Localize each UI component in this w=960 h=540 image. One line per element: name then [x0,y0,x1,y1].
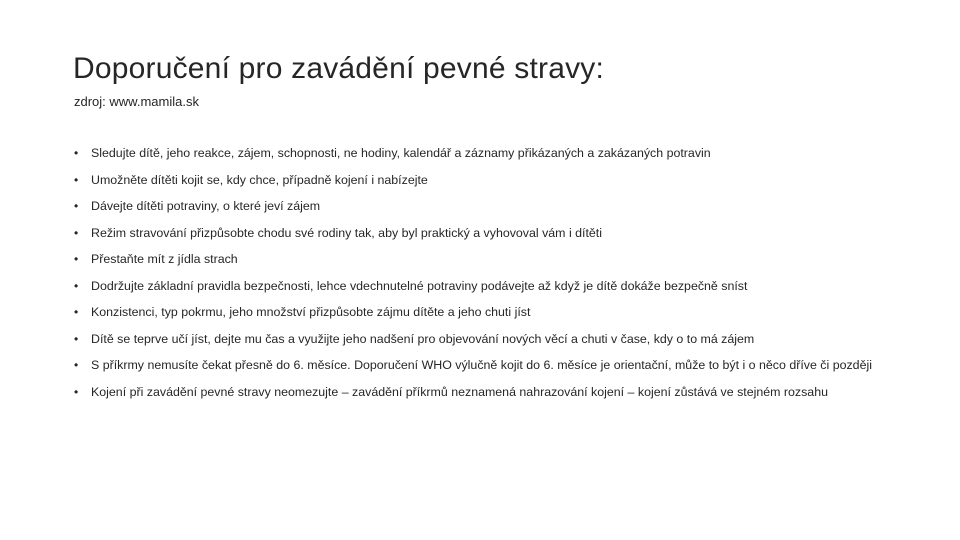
bullet-dot-icon: • [74,278,79,293]
bullet-text: Dávejte dítěti potraviny, o které jeví zájem [91,199,321,213]
bullet-dot-icon: • [74,225,79,240]
bullet-dot-icon: • [74,331,79,346]
bullet-dot-icon: • [74,146,79,160]
bullet-text: Umožněte dítěti kojit se, kdy chce, případně kojení i nabízejte [91,172,428,187]
bullet-dot-icon: • [74,172,79,187]
bullet-item [74,332,894,346]
bullet-item [74,305,894,319]
bullet-item [74,252,894,266]
source-note: zdroj: www.mamila.sk [74,94,199,109]
bullet-text: Dítě se teprve učí jíst, dejte mu čas a využijte jeho nadšení pro objevování nových věcí a chuti v čase, kdy o to má zájem [91,331,755,346]
bullet-text: Kojení při zavádění pevné stravy neomezujte – zavádění příkrmů neznamená nahrazování kojení – kojení zůstává ve stejném rozsahu [91,384,828,399]
bullet-text: Přestaňte mít z jídla strach [91,252,238,266]
bullet-dot-icon: • [74,384,79,399]
bullet-item [74,226,894,240]
bullet-item [74,358,894,372]
bullet-text: Dodržujte základní pravidla bezpečnosti, lehce vdechnutelné potraviny podávejte až když je dítě dokáže bezpečně sníst [91,278,748,293]
bullet-item [74,385,894,399]
bullet-item [74,199,894,213]
bullet-item [74,173,894,187]
bullet-dot-icon: • [74,305,79,319]
bullet-item [74,279,894,293]
bullet-text: Konzistenci, typ pokrmu, jeho množství přizpůsobte zájmu dítěte a jeho chuti jíst [91,305,531,319]
bullet-text: Režim stravování přizpůsobte chodu své rodiny tak, aby byl praktický a vyhovoval vám i dítěti [91,225,602,240]
bullet-list [74,146,894,411]
bullet-dot-icon: • [74,252,79,266]
bullet-text: Sledujte dítě, jeho reakce, zájem, schopnosti, ne hodiny, kalendář a záznamy přikázaných a zakázaných potravin [91,146,711,160]
bullet-dot-icon: • [74,358,79,372]
bullet-text: S příkrmy nemusíte čekat přesně do 6. měsíce. Doporučení WHO výlučně kojit do 6. měsíce je orientační, může to být i o něco dříve či později [91,358,872,372]
slide-title: Doporučení pro zavádění pevné stravy: [73,52,605,85]
bullet-dot-icon: • [74,199,79,213]
bullet-item [74,146,894,160]
